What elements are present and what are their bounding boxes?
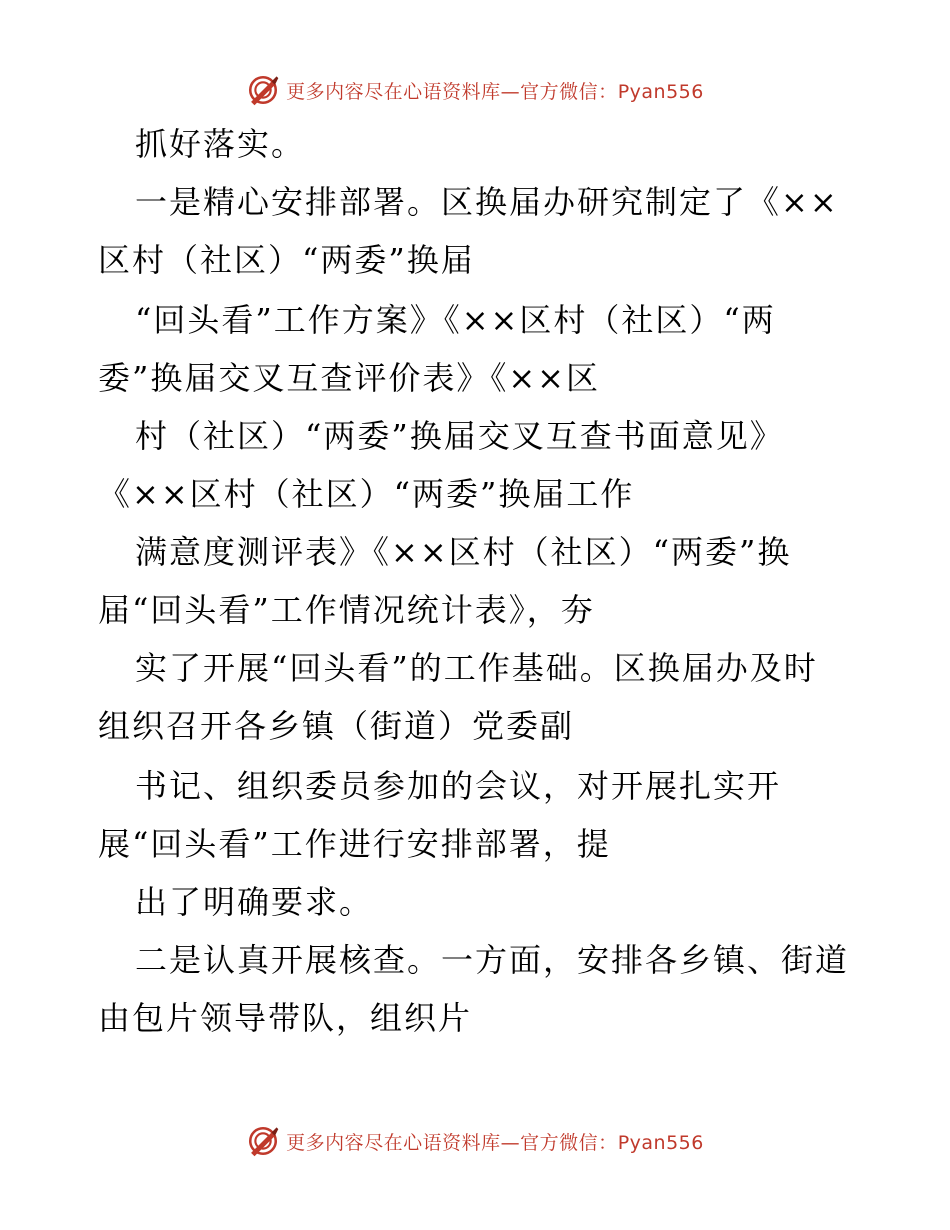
- text-line: 委”换届交叉互查评价表》《××区: [98, 359, 600, 397]
- text-line: 展“回头看”工作进行安排部署，提: [98, 825, 611, 863]
- text-line: 满意度测评表》《××区村（社区）“两委”换: [135, 533, 792, 571]
- footer-watermark: [0, 1121, 950, 1161]
- text-line: 书记、组织委员参加的会议，对开展扎实开: [135, 767, 782, 805]
- text-line: 出了明确要求。: [135, 883, 374, 921]
- text-line: 《××区村（社区）“两委”换届工作: [98, 475, 635, 513]
- text-line: “回头看”工作方案》《××区村（社区）“两: [135, 301, 776, 339]
- text-line: 实了开展“回头看”的工作基础。区换届办及时: [135, 649, 818, 687]
- pen-logo-icon: [246, 1124, 280, 1158]
- text-line: 二是认真开展核查。一方面，安排各乡镇、街道: [135, 941, 850, 979]
- text-line: 一是精心安排部署。区换届办研究制定了《××: [135, 183, 839, 221]
- watermark-text: 更多内容尽在心语资料库—官方微信：Pyan556: [286, 80, 704, 103]
- text-line: 由包片领导带队，组织片: [98, 999, 473, 1037]
- text-line: 区村（社区）“两委”换届: [98, 241, 475, 279]
- text-line: 抓好落实。: [135, 125, 306, 163]
- text-line: 届“回头看”工作情况统计表》，夯: [98, 591, 595, 629]
- text-line: 村（社区）“两委”换届交叉互查书面意见》: [135, 417, 784, 455]
- header-watermark: [0, 70, 950, 110]
- text-line: 组织召开各乡镇（街道）党委副: [98, 707, 575, 745]
- pen-logo-icon: [246, 73, 280, 107]
- watermark-text: 更多内容尽在心语资料库—官方微信：Pyan556: [286, 1131, 704, 1154]
